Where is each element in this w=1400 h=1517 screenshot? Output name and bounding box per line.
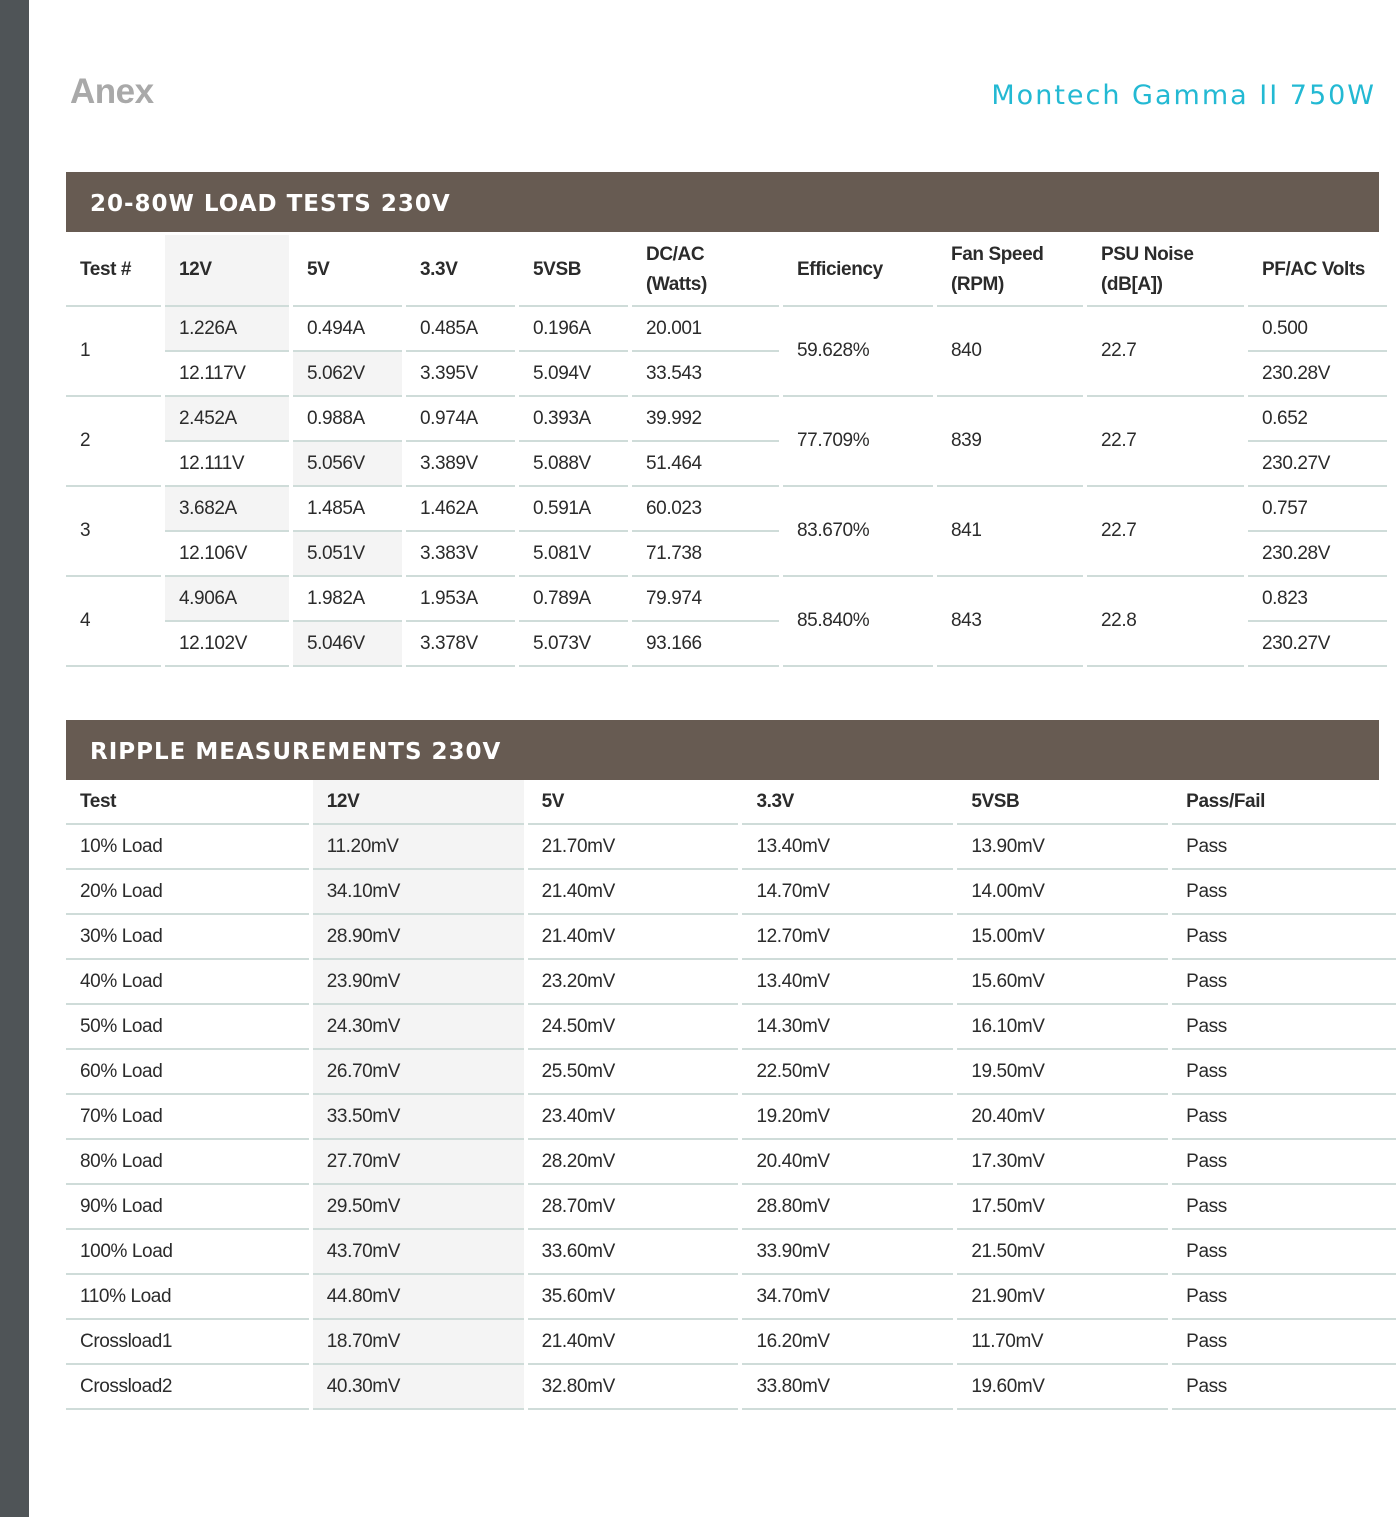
ripple-result: Pass	[1172, 1365, 1396, 1410]
ripple-row	[66, 1230, 1396, 1275]
efficiency: 85.840%	[783, 577, 933, 667]
col-fan-line1: Fan Speed	[951, 244, 1044, 265]
ripple-row	[66, 1365, 1396, 1410]
ripple-test: 90% Load	[66, 1185, 309, 1230]
ripple-3v3: 14.70mV	[742, 870, 953, 915]
col-test: Test #	[66, 235, 161, 307]
col-pf-ac-volts: PF/AC Volts	[1248, 235, 1387, 307]
page-side-bar	[0, 0, 29, 1517]
ripple-row	[66, 1185, 1396, 1230]
dc-watts: 60.023	[632, 487, 779, 532]
ripple-test: Crossload1	[66, 1320, 309, 1365]
ripple-5vsb: 21.50mV	[957, 1230, 1168, 1275]
ripple-result: Pass	[1172, 1095, 1396, 1140]
ripple-result: Pass	[1172, 1185, 1396, 1230]
ripple-row	[66, 915, 1396, 960]
voltage-3v3: 3.378V	[406, 622, 515, 667]
ripple-3v3: 13.40mV	[742, 960, 953, 1005]
current-3v3: 1.953A	[406, 577, 515, 622]
ripple-5vsb: 19.50mV	[957, 1050, 1168, 1095]
ripple-5v: 21.70mV	[528, 825, 739, 870]
psu-noise: 22.7	[1087, 307, 1244, 397]
ripple-table	[62, 780, 1400, 1410]
current-3v3: 0.485A	[406, 307, 515, 352]
voltage-3v3: 3.383V	[406, 532, 515, 577]
ripple-12v: 26.70mV	[313, 1050, 524, 1095]
test-number: 3	[66, 487, 161, 577]
efficiency: 77.709%	[783, 397, 933, 487]
power-factor: 0.823	[1248, 577, 1387, 622]
voltage-5vsb: 5.073V	[519, 622, 628, 667]
col-dcac	[632, 235, 779, 307]
ripple-test: 40% Load	[66, 960, 309, 1005]
col-noise-line1: PSU Noise	[1101, 244, 1194, 265]
ripple-test: 50% Load	[66, 1005, 309, 1050]
ripple-3v3: 28.80mV	[742, 1185, 953, 1230]
current-5v: 1.982A	[293, 577, 402, 622]
current-12v: 4.906A	[165, 577, 289, 622]
load-test-row-amps	[66, 397, 1387, 442]
ripple-12v: 44.80mV	[313, 1275, 524, 1320]
ripple-row	[66, 960, 1396, 1005]
psu-noise: 22.7	[1087, 397, 1244, 487]
test-number: 2	[66, 397, 161, 487]
ripple-3v3: 22.50mV	[742, 1050, 953, 1095]
col-test: Test	[66, 780, 309, 825]
page-header	[0, 0, 1400, 140]
ripple-header-row	[66, 780, 1396, 825]
ripple-5v: 35.60mV	[528, 1275, 739, 1320]
ripple-3v3: 34.70mV	[742, 1275, 953, 1320]
current-5v: 0.494A	[293, 307, 402, 352]
ripple-banner: RIPPLE MEASUREMENTS 230V	[66, 720, 1379, 780]
ac-volts: 230.27V	[1248, 622, 1387, 667]
col-5vsb: 5VSB	[957, 780, 1168, 825]
ripple-5v: 23.40mV	[528, 1095, 739, 1140]
psu-noise: 22.8	[1087, 577, 1244, 667]
ripple-5v: 28.70mV	[528, 1185, 739, 1230]
col-psu-noise	[1087, 235, 1244, 307]
ripple-5vsb: 13.90mV	[957, 825, 1168, 870]
ripple-5vsb: 20.40mV	[957, 1095, 1168, 1140]
current-5v: 0.988A	[293, 397, 402, 442]
dc-watts: 79.974	[632, 577, 779, 622]
voltage-12v: 12.106V	[165, 532, 289, 577]
efficiency: 59.628%	[783, 307, 933, 397]
col-12v: 12V	[165, 235, 289, 307]
ripple-5vsb: 17.50mV	[957, 1185, 1168, 1230]
col-3v3: 3.3V	[742, 780, 953, 825]
ac-watts: 51.464	[632, 442, 779, 487]
voltage-5v: 5.046V	[293, 622, 402, 667]
col-dcac-line1: DC/AC	[646, 244, 705, 265]
ripple-result: Pass	[1172, 1320, 1396, 1365]
ac-volts: 230.27V	[1248, 442, 1387, 487]
current-5vsb: 0.789A	[519, 577, 628, 622]
power-factor: 0.757	[1248, 487, 1387, 532]
voltage-12v: 12.111V	[165, 442, 289, 487]
ripple-5vsb: 15.60mV	[957, 960, 1168, 1005]
voltage-5v: 5.051V	[293, 532, 402, 577]
ripple-5v: 28.20mV	[528, 1140, 739, 1185]
ripple-result: Pass	[1172, 915, 1396, 960]
ripple-row	[66, 825, 1396, 870]
load-test-row-amps	[66, 307, 1387, 352]
ripple-3v3: 20.40mV	[742, 1140, 953, 1185]
ac-watts: 93.166	[632, 622, 779, 667]
ripple-test: Crossload2	[66, 1365, 309, 1410]
current-3v3: 0.974A	[406, 397, 515, 442]
ripple-12v: 40.30mV	[313, 1365, 524, 1410]
ripple-test: 10% Load	[66, 825, 309, 870]
ripple-12v: 34.10mV	[313, 870, 524, 915]
fan-speed: 839	[937, 397, 1083, 487]
ripple-12v: 33.50mV	[313, 1095, 524, 1140]
ripple-result: Pass	[1172, 825, 1396, 870]
col-fan-line2: (RPM)	[951, 274, 1004, 295]
ac-volts: 230.28V	[1248, 532, 1387, 577]
ripple-3v3: 13.40mV	[742, 825, 953, 870]
ac-watts: 71.738	[632, 532, 779, 577]
ac-watts: 33.543	[632, 352, 779, 397]
ripple-row	[66, 1095, 1396, 1140]
load-tests-header-row	[66, 235, 1387, 307]
ripple-result: Pass	[1172, 1275, 1396, 1320]
dc-watts: 20.001	[632, 307, 779, 352]
ripple-row	[66, 1275, 1396, 1320]
col-3v3: 3.3V	[406, 235, 515, 307]
current-5v: 1.485A	[293, 487, 402, 532]
ripple-5v: 32.80mV	[528, 1365, 739, 1410]
ripple-result: Pass	[1172, 1005, 1396, 1050]
ripple-3v3: 14.30mV	[742, 1005, 953, 1050]
ripple-result: Pass	[1172, 1230, 1396, 1275]
ripple-row	[66, 1005, 1396, 1050]
ripple-5v: 21.40mV	[528, 915, 739, 960]
voltage-5v: 5.056V	[293, 442, 402, 487]
voltage-3v3: 3.395V	[406, 352, 515, 397]
col-noise-line2: (dB[A])	[1101, 274, 1163, 295]
ripple-5vsb: 16.10mV	[957, 1005, 1168, 1050]
current-5vsb: 0.393A	[519, 397, 628, 442]
load-tests-banner: 20-80W LOAD TESTS 230V	[66, 172, 1379, 232]
ripple-3v3: 33.80mV	[742, 1365, 953, 1410]
ripple-result: Pass	[1172, 960, 1396, 1005]
voltage-3v3: 3.389V	[406, 442, 515, 487]
fan-speed: 840	[937, 307, 1083, 397]
ripple-12v: 43.70mV	[313, 1230, 524, 1275]
ripple-5v: 23.20mV	[528, 960, 739, 1005]
voltage-5vsb: 5.088V	[519, 442, 628, 487]
ripple-test: 100% Load	[66, 1230, 309, 1275]
fan-speed: 841	[937, 487, 1083, 577]
ripple-row	[66, 1050, 1396, 1095]
ripple-3v3: 33.90mV	[742, 1230, 953, 1275]
section-label: Anex	[70, 72, 154, 111]
ripple-5vsb: 15.00mV	[957, 915, 1168, 960]
col-5vsb: 5VSB	[519, 235, 628, 307]
load-tests-table	[62, 235, 1391, 667]
col-efficiency: Efficiency	[783, 235, 933, 307]
voltage-5v: 5.062V	[293, 352, 402, 397]
ripple-12v: 27.70mV	[313, 1140, 524, 1185]
ripple-test: 30% Load	[66, 915, 309, 960]
ripple-5vsb: 19.60mV	[957, 1365, 1168, 1410]
col-pass-fail: Pass/Fail	[1172, 780, 1396, 825]
ripple-test: 110% Load	[66, 1275, 309, 1320]
ripple-row	[66, 1320, 1396, 1365]
ripple-12v: 24.30mV	[313, 1005, 524, 1050]
dc-watts: 39.992	[632, 397, 779, 442]
load-test-row-amps	[66, 577, 1387, 622]
ripple-result: Pass	[1172, 1140, 1396, 1185]
ripple-test: 20% Load	[66, 870, 309, 915]
ripple-result: Pass	[1172, 870, 1396, 915]
ripple-5v: 25.50mV	[528, 1050, 739, 1095]
ripple-3v3: 12.70mV	[742, 915, 953, 960]
col-5v: 5V	[293, 235, 402, 307]
col-fan-speed	[937, 235, 1083, 307]
ripple-12v: 23.90mV	[313, 960, 524, 1005]
power-factor: 0.500	[1248, 307, 1387, 352]
test-number: 1	[66, 307, 161, 397]
ripple-12v: 18.70mV	[313, 1320, 524, 1365]
current-12v: 1.226A	[165, 307, 289, 352]
test-number: 4	[66, 577, 161, 667]
ripple-5v: 21.40mV	[528, 870, 739, 915]
ripple-3v3: 19.20mV	[742, 1095, 953, 1140]
current-5vsb: 0.591A	[519, 487, 628, 532]
current-12v: 3.682A	[165, 487, 289, 532]
ripple-row	[66, 1140, 1396, 1185]
ripple-test: 60% Load	[66, 1050, 309, 1095]
power-factor: 0.652	[1248, 397, 1387, 442]
ripple-12v: 28.90mV	[313, 915, 524, 960]
col-12v: 12V	[313, 780, 524, 825]
ripple-test: 80% Load	[66, 1140, 309, 1185]
ripple-5v: 21.40mV	[528, 1320, 739, 1365]
ripple-5v: 24.50mV	[528, 1005, 739, 1050]
load-test-row-amps	[66, 487, 1387, 532]
col-dcac-line2: (Watts)	[646, 274, 707, 295]
ripple-5v: 33.60mV	[528, 1230, 739, 1275]
current-12v: 2.452A	[165, 397, 289, 442]
ripple-12v: 11.20mV	[313, 825, 524, 870]
document-title: Montech Gamma II 750W	[991, 80, 1376, 111]
ripple-5vsb: 21.90mV	[957, 1275, 1168, 1320]
current-3v3: 1.462A	[406, 487, 515, 532]
ripple-3v3: 16.20mV	[742, 1320, 953, 1365]
ac-volts: 230.28V	[1248, 352, 1387, 397]
ripple-test: 70% Load	[66, 1095, 309, 1140]
ripple-5vsb: 11.70mV	[957, 1320, 1168, 1365]
col-5v: 5V	[528, 780, 739, 825]
ripple-result: Pass	[1172, 1050, 1396, 1095]
current-5vsb: 0.196A	[519, 307, 628, 352]
fan-speed: 843	[937, 577, 1083, 667]
voltage-5vsb: 5.094V	[519, 352, 628, 397]
voltage-12v: 12.117V	[165, 352, 289, 397]
ripple-12v: 29.50mV	[313, 1185, 524, 1230]
ripple-row	[66, 870, 1396, 915]
efficiency: 83.670%	[783, 487, 933, 577]
voltage-12v: 12.102V	[165, 622, 289, 667]
ripple-5vsb: 17.30mV	[957, 1140, 1168, 1185]
ripple-5vsb: 14.00mV	[957, 870, 1168, 915]
voltage-5vsb: 5.081V	[519, 532, 628, 577]
psu-noise: 22.7	[1087, 487, 1244, 577]
